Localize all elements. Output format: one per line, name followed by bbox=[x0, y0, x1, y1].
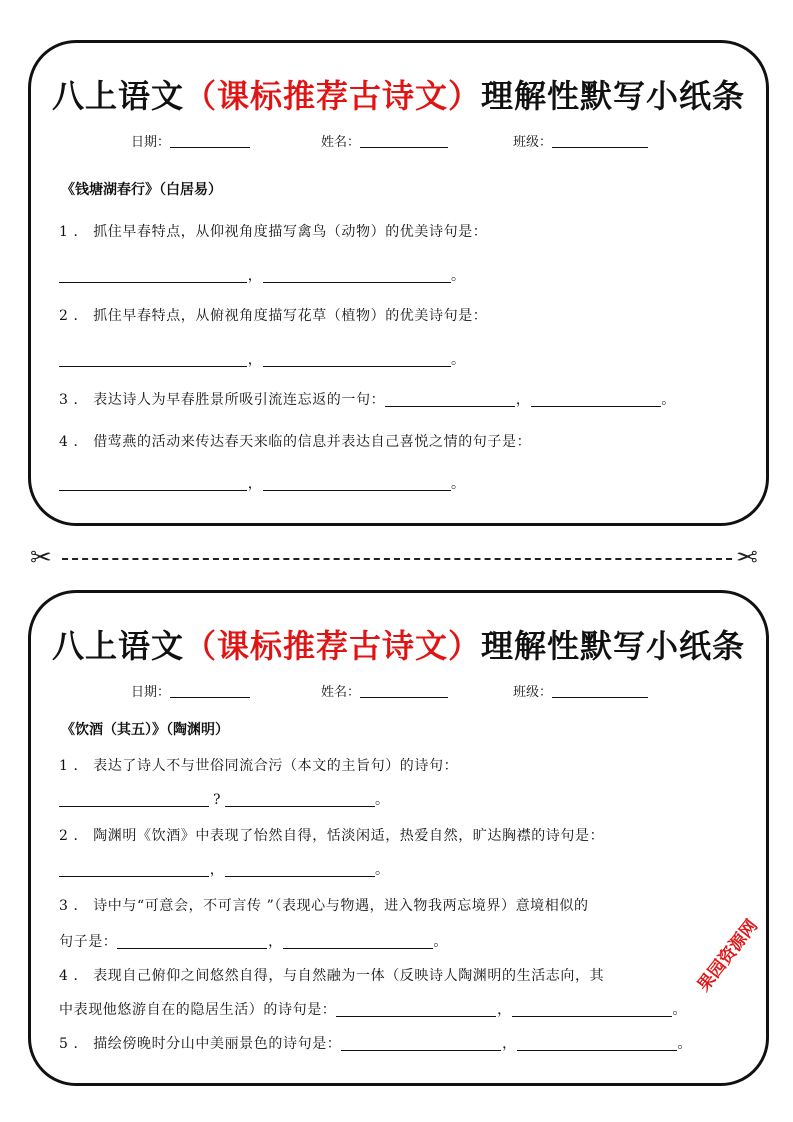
answer-blank[interactable] bbox=[59, 860, 209, 877]
question-1: 1 ． 表达了诗人不与世俗同流合污（本文的主旨句）的诗句： bbox=[59, 758, 459, 774]
note-card-1 bbox=[28, 40, 769, 526]
answer-blank[interactable] bbox=[59, 350, 247, 367]
answer-blank[interactable] bbox=[531, 390, 661, 407]
question-1: 1 ． 抓住早春特点，从仰视角度描写禽鸟（动物）的优美诗句是： bbox=[59, 224, 488, 240]
answer-blank[interactable] bbox=[225, 790, 375, 807]
answer-blank[interactable] bbox=[512, 1000, 672, 1017]
class-field: 班级： bbox=[513, 131, 648, 150]
question-5: 5 ． 描绘傍晚时分山中美丽景色的诗句是： ， 。 bbox=[59, 1036, 693, 1052]
question-3: 3 ． 诗中与“可意会，不可言传 ”（表现心与物遇，进入物我两忘境界）意境相似的 bbox=[59, 898, 589, 914]
date-field: 日期： bbox=[131, 131, 250, 150]
title-prefix: 八上语文 bbox=[51, 627, 184, 665]
card-title bbox=[31, 71, 766, 117]
question-2: 2 ． 陶渊明《饮酒》中表现了怡然自得，恬淡闲适，热爱自然，旷达胸襟的诗句是： bbox=[59, 828, 605, 844]
note-card-2 bbox=[28, 590, 769, 1086]
name-field: 姓名： bbox=[321, 131, 448, 150]
class-blank[interactable] bbox=[552, 683, 648, 698]
poem-heading: 《饮酒（其五）》（陶渊明） bbox=[61, 722, 229, 738]
question-3-cont: 句子是： ， 。 bbox=[59, 934, 449, 950]
card-title bbox=[31, 621, 766, 667]
answer-blank[interactable] bbox=[59, 474, 247, 491]
answer-line-2: ， 。 bbox=[59, 349, 466, 369]
cut-line bbox=[62, 558, 732, 560]
answer-blank[interactable] bbox=[263, 474, 451, 491]
answer-blank[interactable] bbox=[385, 390, 515, 407]
question-3: 3 ． 表达诗人为早春胜景所吸引流连忘返的一句： ， 。 bbox=[59, 392, 676, 408]
answer-blank[interactable] bbox=[336, 1000, 496, 1017]
date-blank[interactable] bbox=[170, 133, 250, 148]
title-suffix: 理解性默写小纸条 bbox=[481, 627, 746, 665]
poem-heading: 《钱塘湖春行》（白居易） bbox=[61, 182, 222, 198]
name-blank[interactable] bbox=[360, 683, 448, 698]
answer-blank[interactable] bbox=[283, 932, 433, 949]
answer-blank[interactable] bbox=[341, 1034, 501, 1051]
answer-blank[interactable] bbox=[225, 860, 375, 877]
title-suffix: 理解性默写小纸条 bbox=[481, 77, 746, 115]
question-4: 4 ． 表现自己俯仰之间悠然自得，与自然融为一体（反映诗人陶渊明的生活志向，其 bbox=[59, 968, 605, 984]
scissors-icon: ✂ bbox=[736, 543, 758, 573]
date-field: 日期： bbox=[131, 681, 250, 700]
answer-blank[interactable] bbox=[117, 932, 267, 949]
class-blank[interactable] bbox=[552, 133, 648, 148]
answer-blank[interactable] bbox=[59, 790, 209, 807]
answer-blank[interactable] bbox=[517, 1034, 677, 1051]
question-4-cont: 中表现他悠游自在的隐居生活）的诗句是： ， 。 bbox=[59, 1002, 688, 1018]
title-highlight: （课标推荐古诗文） bbox=[183, 77, 481, 115]
name-field: 姓名： bbox=[321, 681, 448, 700]
title-highlight: （课标推荐古诗文） bbox=[183, 627, 481, 665]
watermark: 果园资源网 bbox=[693, 916, 763, 996]
title-prefix: 八上语文 bbox=[51, 77, 184, 115]
answer-blank[interactable] bbox=[263, 350, 451, 367]
question-4: 4 ． 借莺燕的活动来传达春天来临的信息并表达自己喜悦之情的句子是： bbox=[59, 434, 532, 450]
answer-line-4: ， 。 bbox=[59, 473, 466, 493]
answer-line-1: ， 。 bbox=[59, 265, 466, 285]
question-2: 2 ． 抓住早春特点，从俯视角度描写花草（植物）的优美诗句是： bbox=[59, 308, 488, 324]
answer-blank[interactable] bbox=[59, 266, 247, 283]
answer-line-2: ， 。 bbox=[59, 859, 390, 879]
name-blank[interactable] bbox=[360, 133, 448, 148]
class-field: 班级： bbox=[513, 681, 648, 700]
date-blank[interactable] bbox=[170, 683, 250, 698]
scissors-icon: ✂ bbox=[30, 543, 52, 573]
answer-line-1: ? 。 bbox=[59, 789, 390, 809]
answer-blank[interactable] bbox=[263, 266, 451, 283]
